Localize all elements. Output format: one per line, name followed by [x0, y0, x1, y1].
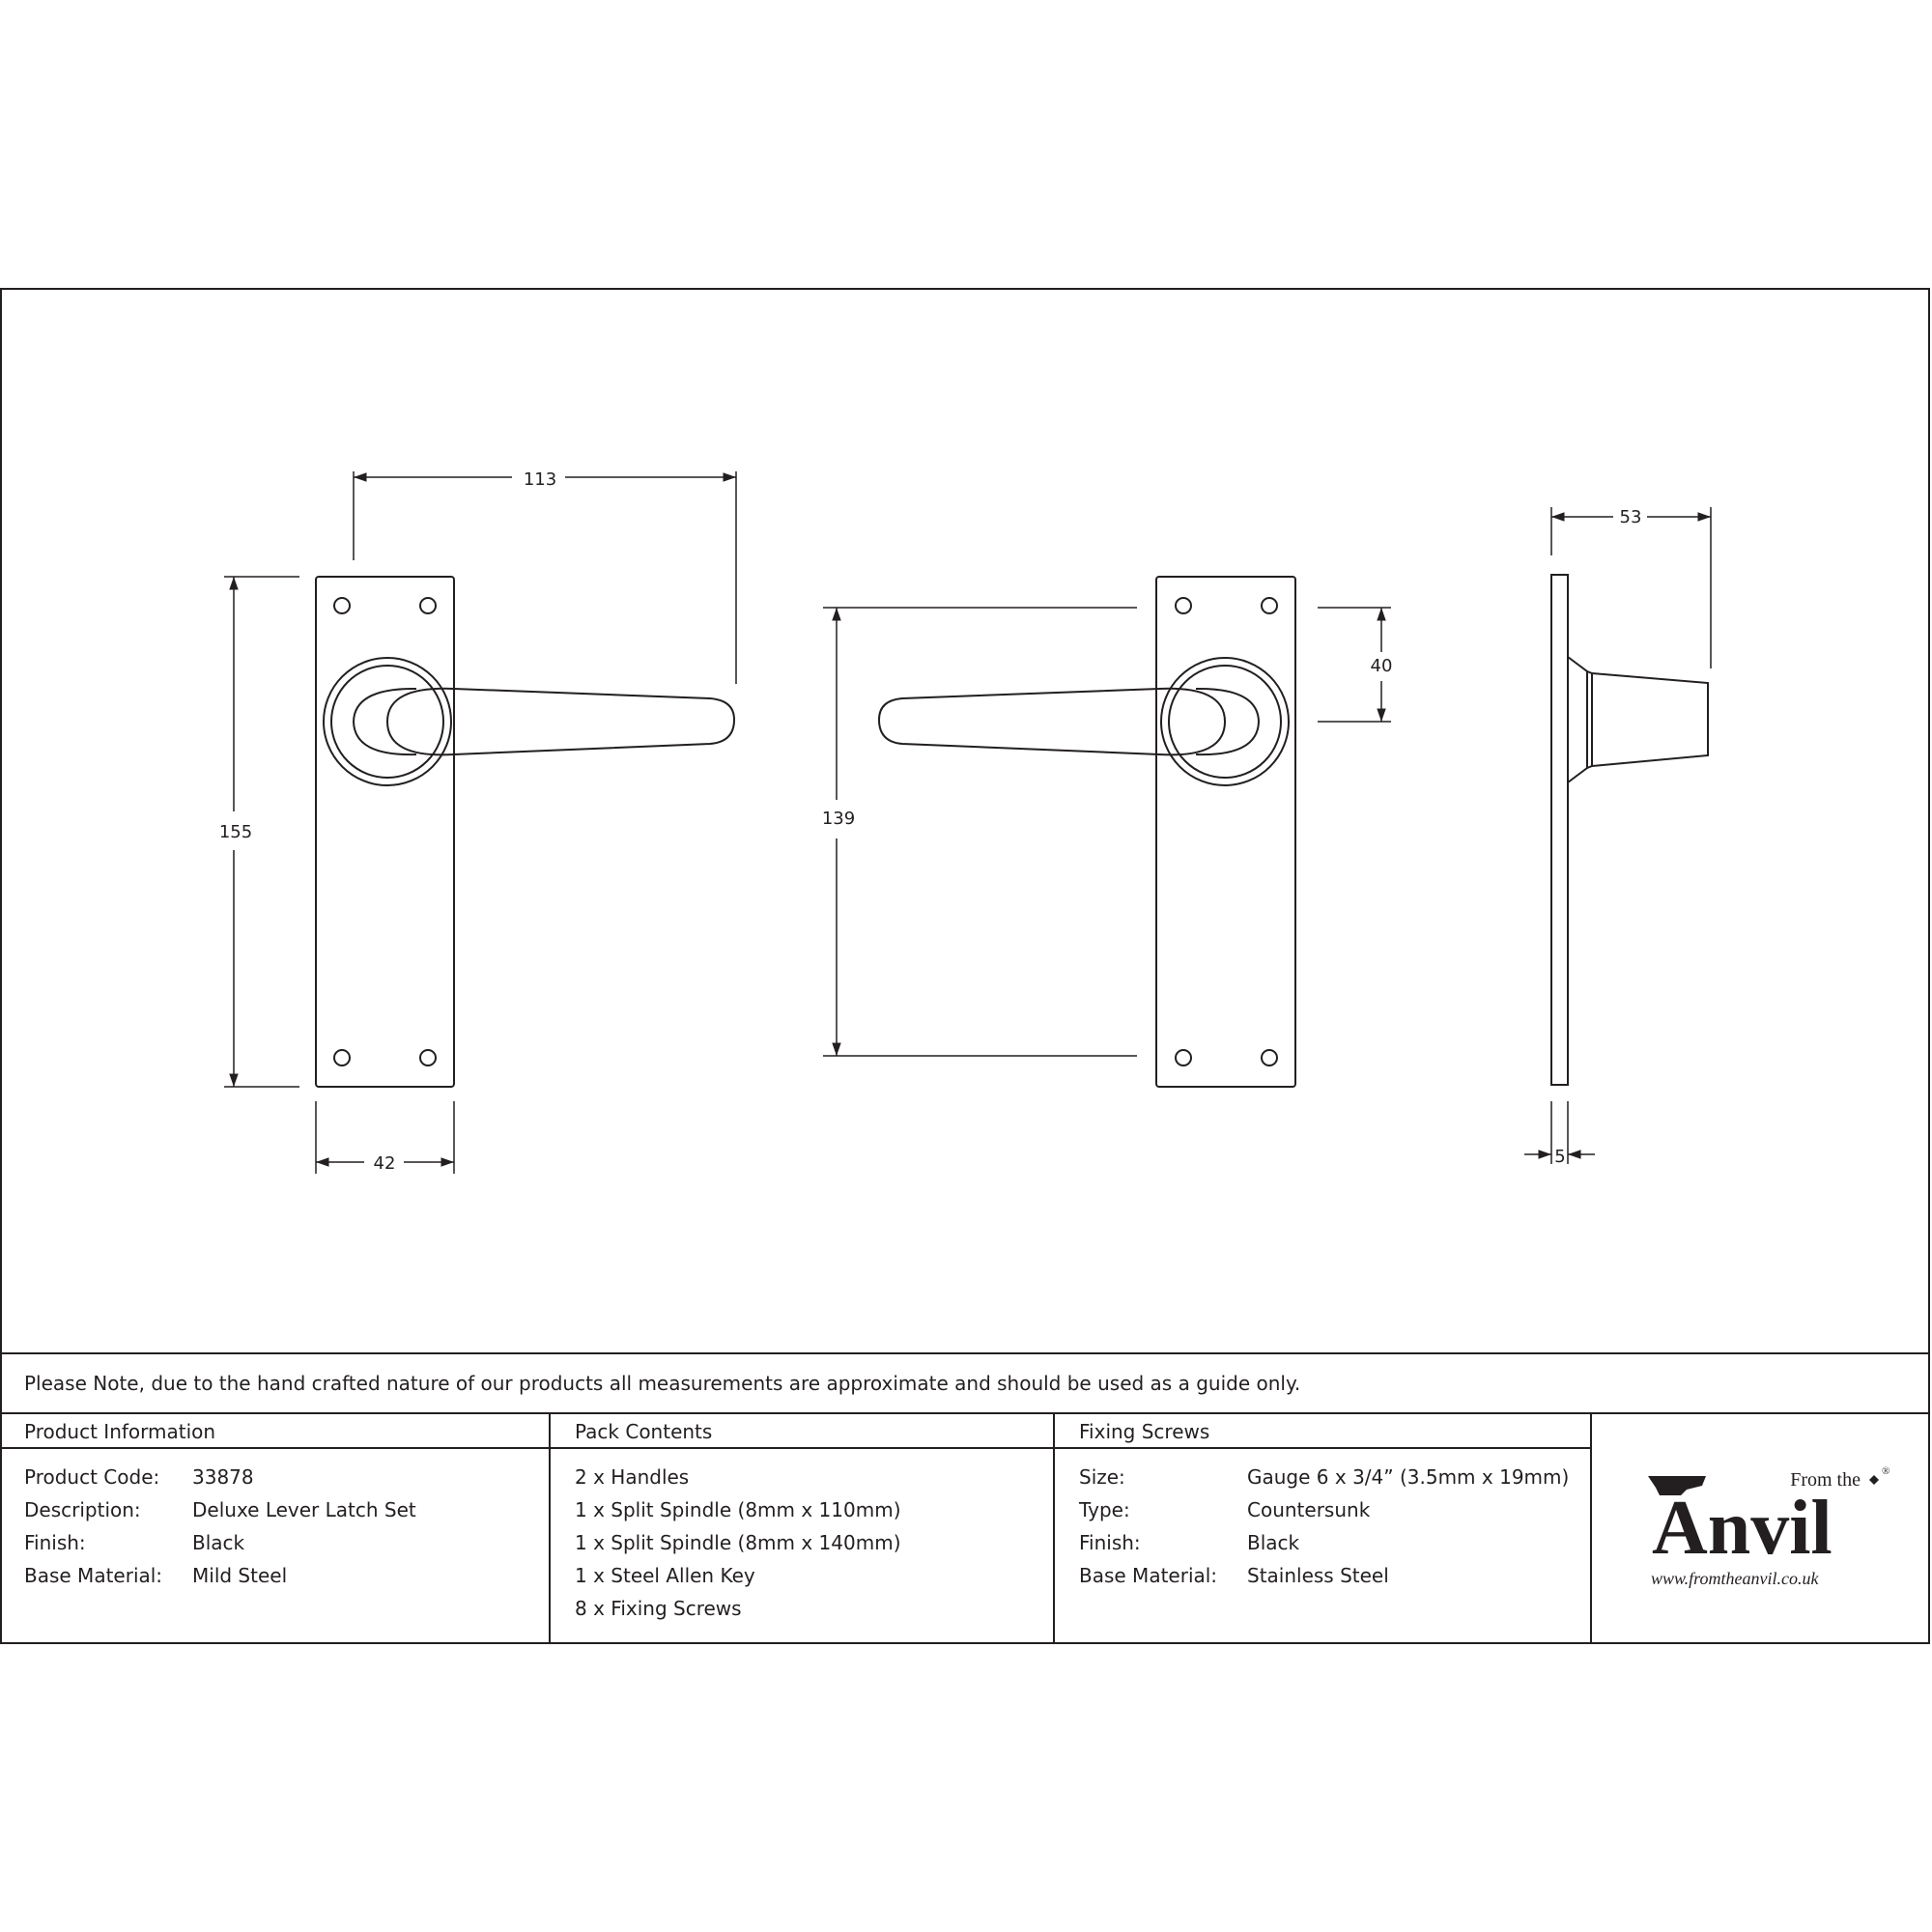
dim-plate-width: 42 [373, 1153, 396, 1174]
pack-contents-column [551, 1412, 1055, 1644]
backplate [1156, 577, 1295, 1087]
fixing-hole [334, 1050, 350, 1065]
dim-plate-height: 155 [218, 822, 253, 842]
front-view-right [879, 577, 1295, 1087]
fixing-screws-title: Fixing Screws [1079, 1420, 1210, 1443]
pack-item: 1 x Steel Allen Key [575, 1564, 755, 1587]
handle-profile [1587, 671, 1708, 768]
fixing-hole [1176, 598, 1191, 613]
lever-neck [1196, 689, 1259, 754]
side-view [1551, 575, 1708, 1085]
fixing-hole [420, 598, 436, 613]
logo-url: www.fromtheanvil.co.uk [1651, 1569, 1819, 1588]
backplate [316, 577, 454, 1087]
front-view-left [316, 577, 734, 1087]
rose-profile [1568, 657, 1587, 782]
pack-item: 2 x Handles [575, 1465, 690, 1489]
logo-registered: ® [1882, 1465, 1890, 1477]
product-information-title: Product Information [24, 1420, 216, 1443]
fixing-hole [334, 598, 350, 613]
logo-brand: Anvil [1652, 1486, 1833, 1571]
dim-fixing-centres: 139 [821, 809, 856, 829]
dim-overall-width: 113 [523, 469, 557, 490]
dim-handle-height: 40 [1370, 656, 1393, 676]
measurement-note [0, 1352, 1930, 1414]
diamond-icon [1869, 1475, 1879, 1485]
pack-item: 8 x Fixing Screws [575, 1597, 742, 1620]
dim-plate-thickness: 5 [1554, 1147, 1566, 1167]
fixing-screws-column: Fixing Screws Size: Gauge 6 x 3/4” (3.5mm x 19mm) Type: Countersunk Finish: Black Base Material: Stainless Steel [1055, 1412, 1592, 1644]
note-text: Please Note, due to the hand crafted nature of our products all measurements are approximate and should be used as a guide only. [24, 1372, 1301, 1395]
from-the-anvil-logo [1592, 1412, 1930, 1644]
pack-contents-title: Pack Contents [575, 1420, 713, 1443]
fixing-hole [1262, 1050, 1277, 1065]
plate-edge [1551, 575, 1568, 1085]
fixing-hole [1176, 1050, 1191, 1065]
fixing-hole [1262, 598, 1277, 613]
lever-neck [354, 689, 416, 754]
dim-projection: 53 [1619, 507, 1642, 527]
logo-from-the: From the [1790, 1469, 1861, 1491]
fixing-hole [420, 1050, 436, 1065]
product-information-column: Product Information Product Code: 33878 Description: Deluxe Lever Latch Set Finish: Black Base Material: Mild Steel [0, 1412, 551, 1644]
pack-item: 1 x Split Spindle (8mm x 140mm) [575, 1531, 901, 1554]
pack-item: 1 x Split Spindle (8mm x 110mm) [575, 1498, 901, 1521]
